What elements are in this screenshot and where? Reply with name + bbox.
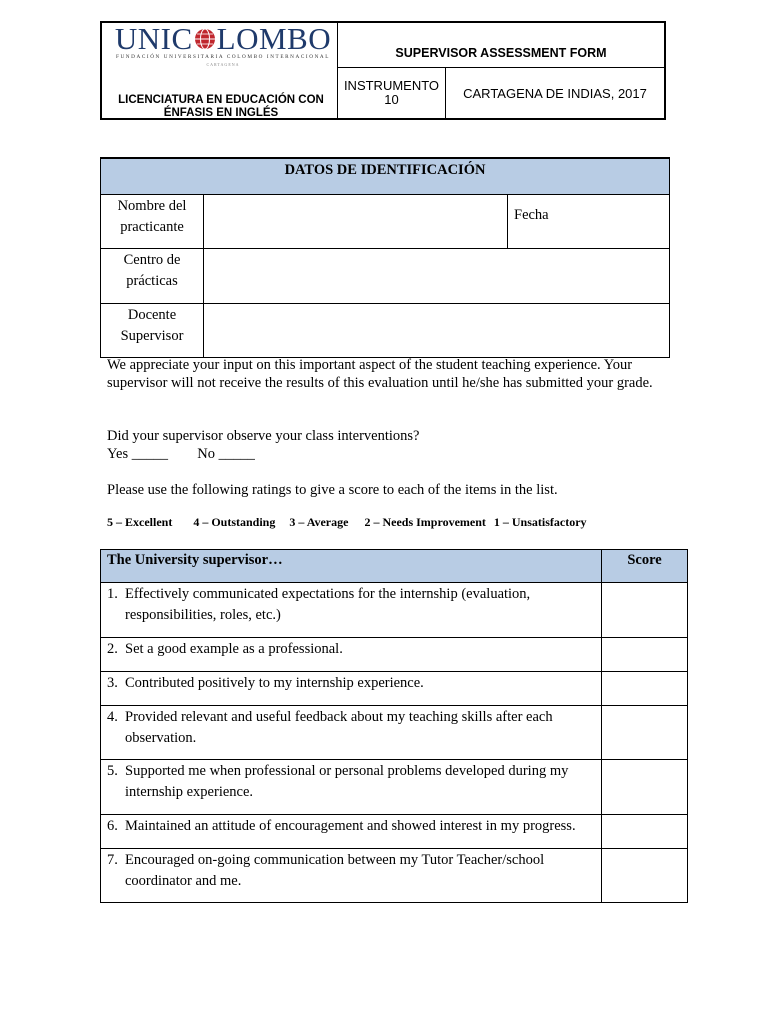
unicolombo-logo: UNIC LOMBO FUNDACIÓN UNIVERSITARIA COLOMBO INTERNACIONAL CARTAGENA: [114, 21, 332, 67]
score-item: 7. Encouraged on-going communication between my Tutor Teacher/school coordinator and me.: [101, 849, 602, 903]
score-item: 1. Effectively communicated expectations for the internship (evaluation, responsibilities, roles, etc.): [101, 583, 602, 638]
supervisor-label: Docente Supervisor: [101, 304, 204, 358]
date-field[interactable]: Fecha: [508, 195, 670, 249]
score-item: 6. Maintained an attitude of encouragement and showed interest in my progress.: [101, 815, 602, 849]
score-cell[interactable]: [602, 815, 688, 849]
rating-4: 4 – Outstanding: [193, 515, 276, 529]
rating-5: 5 – Excellent: [107, 515, 173, 529]
score-cell[interactable]: [602, 638, 688, 672]
score-item: 3. Contributed positively to my internship experience.: [101, 672, 602, 706]
score-cell[interactable]: [602, 672, 688, 706]
student-name-field[interactable]: [204, 195, 508, 249]
score-cell[interactable]: [602, 849, 688, 903]
instructions-text: Please use the following ratings to give a score to each of the items in the list.: [107, 482, 558, 498]
rating-2: 2 – Needs Improvement: [364, 515, 486, 529]
practice-center-field[interactable]: [204, 249, 670, 304]
score-cell[interactable]: [602, 583, 688, 638]
rating-1: 1 – Unsatisfactory: [493, 515, 587, 529]
score-cell[interactable]: [602, 706, 688, 760]
identification-title: DATOS DE IDENTIFICACIÓN: [101, 158, 670, 195]
instrument-number: INSTRUMENTO 10: [343, 78, 440, 107]
score-cell[interactable]: [602, 760, 688, 815]
rating-3: 3 – Average: [289, 515, 349, 529]
city-year: CARTAGENA DE INDIAS, 2017: [463, 85, 647, 101]
globe-logo-icon: [194, 28, 216, 50]
form-title: SUPERVISOR ASSESSMENT FORM: [395, 46, 607, 60]
intro-paragraph: We appreciate your input on this important aspect of the student teaching experience. Your supervisor will not receive the results of this evaluation until he/she has submitted your grade.: [107, 357, 653, 391]
practice-center-label: Centro de prácticas: [101, 249, 204, 304]
no-answer-blank[interactable]: No _____: [197, 446, 255, 462]
score-item: 2. Set a good example as a professional.: [101, 638, 602, 672]
observation-question: Did your supervisor observe your class interventions? Yes _____ No _____: [107, 428, 420, 462]
yes-answer-blank[interactable]: Yes _____: [107, 446, 168, 462]
score-item: 5. Supported me when professional or personal problems developed during my internship experience.: [101, 760, 602, 815]
score-column-header: Score: [602, 550, 688, 583]
student-name-label: Nombre del practicante: [101, 195, 204, 249]
score-item: 4. Provided relevant and useful feedback about my teaching skills after each observation.: [101, 706, 602, 760]
supervisor-score-table: [100, 549, 688, 903]
supervisor-field[interactable]: [204, 304, 670, 358]
program-title: LICENCIATURA EN EDUCACIÓN CON ÉNFASIS EN INGLÉS: [118, 94, 324, 119]
document-header: [100, 21, 666, 120]
score-table-header: The University supervisor…: [101, 550, 602, 583]
identification-table: [100, 157, 670, 358]
rating-scale: [107, 515, 587, 530]
